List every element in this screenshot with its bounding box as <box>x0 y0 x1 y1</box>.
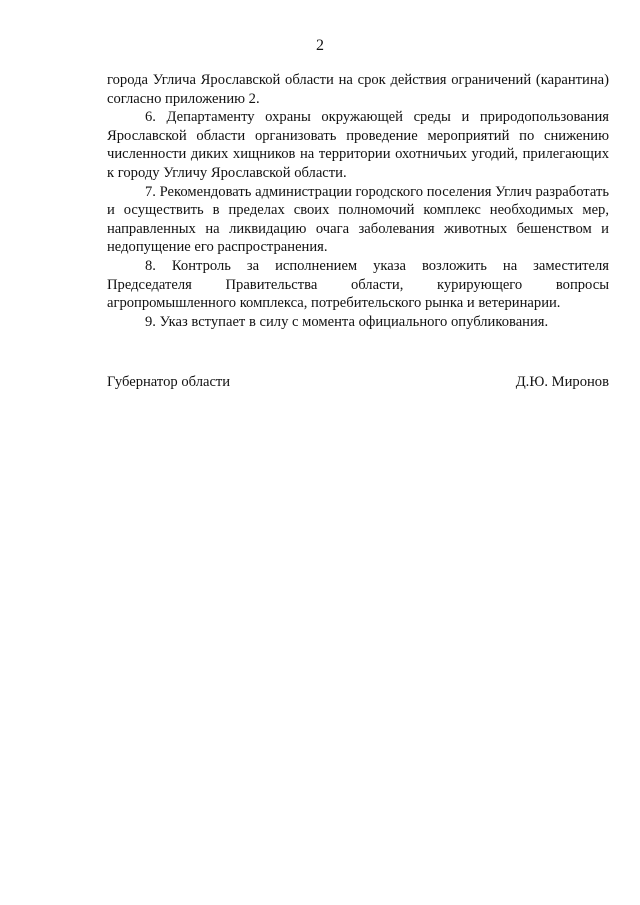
signatory-title: Губернатор области <box>107 374 231 390</box>
paragraph-item-8: 8. Контроль за исполнением указа возложить на заместителя Председателя Правительства области, курирующего вопросы агропромышленного комплекса, потребительского рынка и ветеринарии. <box>107 257 609 312</box>
signatory-name: Д.Ю. Миронов <box>515 374 609 390</box>
page-number: 2 <box>316 37 324 54</box>
paragraph-item-6: 6. Департаменту охраны окружающей среды и природопользования Ярославской области организовать проведение мероприятий по снижению численности диких хищников на территории охотничьих угодий, прилегающих к городу Угличу Ярославской области. <box>107 109 609 181</box>
paragraph-item-9: 9. Указ вступает в силу с момента официального опубликования. <box>145 313 549 330</box>
document-body <box>107 71 609 331</box>
paragraph-item-7: 7. Рекомендовать администрации городского поселения Углич разработать и осуществить в пределах своих полномочий комплекс необходимых мер, направленных на ликвидацию очага заболевания животных бешенством и недопущение его распространения. <box>107 183 609 256</box>
paragraph-continuation: города Углича Ярославской области на срок действия ограничений (карантина) согласно приложению 2. <box>107 72 609 107</box>
